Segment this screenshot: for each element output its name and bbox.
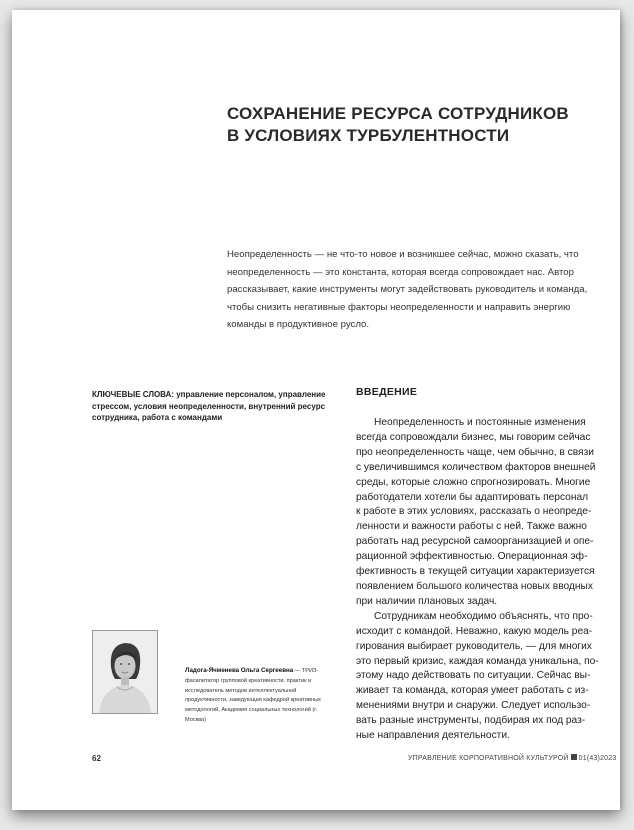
square-separator-icon xyxy=(571,754,577,760)
author-name: Ладога-Ячменева Ольга Сергеевна xyxy=(185,667,294,674)
body-paragraph-2: Сотрудникам необходимо объяснять, что про- исходит с командой. Неважно, какую модель реа- гирования выбирает руководитель, — для многих это первый кризис, каждая команда уникальна, по- этому надо действовать по ситуации. Сейчас вы- живает та команда, которая умеет работать с из- менениями внутри и снаружи. Следует использо- вать разные инструменты, подбирая их под раз- ные направления деятельности. xyxy=(356,610,599,742)
author-portrait-image xyxy=(93,631,157,713)
journal-page xyxy=(12,10,620,810)
title-line-2: В УСЛОВИЯХ ТУРБУЛЕНТНОСТИ xyxy=(227,126,510,145)
title-line-1: СОХРАНЕНИЕ РЕСУРСА СОТРУДНИКОВ xyxy=(227,104,569,123)
body-paragraph-1: Неопределенность и постоянные изменения всегда сопровождали бизнес, мы говорим сейчас про неопределенность чаще, чем обычно, в связи с увеличившимся количеством факторов внешней среды, которые сложно спрогнозировать. Многие работодатели хотели бы адаптировать персонал к работе в этих условиях, рассказать о неопреде- ленности и важности работы с ней. Также важно работать над ресурсной самоорганизацией и опе- рационной эффективностью. Операционная эф- фективность в текущей ситуации характеризуется появлением большого количества новых вводных при наличии плановых задач. xyxy=(356,417,596,607)
keywords-text: управление персоналом, управление стрессом, условия неопределенности, внутренний ресурс сотрудника, работа с командами xyxy=(92,390,326,422)
page-number: 62 xyxy=(92,754,101,763)
running-footer xyxy=(408,754,616,762)
section-body xyxy=(356,416,600,744)
keywords-block xyxy=(92,389,332,424)
author-info xyxy=(185,666,335,726)
journal-name: УПРАВЛЕНИЕ КОРПОРАТИВНОЙ КУЛЬТУРОЙ xyxy=(408,755,569,762)
keywords-label: КЛЮЧЕВЫЕ СЛОВА: xyxy=(92,390,174,399)
author-bio: — ТРИЗ-фасилитатор групповой креативности, практик и исследователь методов интеллектуальной продуктивности, заведующая кафедрой креативных методологий, Академия социальных технологий (г. Москва) xyxy=(185,668,321,723)
article-abstract: Неопределенность — не что-то новое и возникшее сейчас, можно сказать, что неопределенность — это константа, которая всегда сопровождает нас. Автор рассказывает, какие инструменты могут задействовать руководитель и команда, чтобы снизить негативные факторы неопределенности и направить энергию команды в продуктивное русло. xyxy=(227,249,588,331)
section-heading: ВВЕДЕНИЕ xyxy=(356,386,418,398)
article-title xyxy=(227,103,607,147)
issue-number: 01(43)2023 xyxy=(578,755,617,762)
author-photo xyxy=(92,630,158,714)
